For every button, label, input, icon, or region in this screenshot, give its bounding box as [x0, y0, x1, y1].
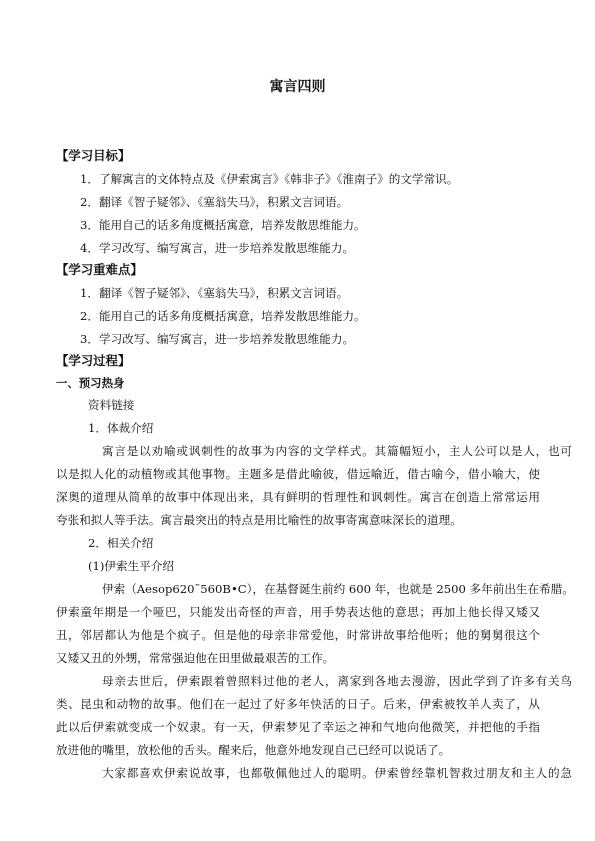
genre-paragraph-line: 深奥的道理从简单的故事中体现出来，具有鲜明的哲理性和讽刺性。寓言在创造上常常运用 [56, 490, 540, 504]
aesop-paragraph-line: 丑，邻居都认为他是个疯子。但是他的母亲非常爱他，时常讲故事给他听；他的舅舅很这个 [56, 628, 540, 642]
aesop-paragraph-line: 伊索童年期是一个哑巴，只能发出奇怪的声音，用手势表达他的意思；再加上他长得又矮又 [56, 605, 540, 619]
aesop-paragraph-line: 放进他的嘴里，放松他的舌头。醒来后，他意外地发现自己已经可以说话了。 [56, 743, 451, 757]
objective-item: 1．了解寓言的文体特点及《伊索寓言》《韩非子》《淮南子》的文学常识。 [80, 172, 459, 186]
objective-item: 2．翻译《智子疑邻》、《塞翁失马》，积累文言词语。 [80, 195, 349, 209]
aesop-paragraph-line: 伊索（Aesop620˜560B•C），在基督诞生前约 600 年，也就是 2500 多年前出生在希腊。 [102, 582, 574, 596]
genre-title: 1．体裁介绍 [88, 421, 154, 435]
keypoints-heading: 【学习重难点】 [56, 262, 143, 277]
keypoint-item: 3．学习改写、编写寓言，进一步培养发散思维能力。 [80, 332, 355, 346]
aesop-paragraph-line: 母亲去世后，伊索跟着曾照料过他的老人，离家到各地去漫游，因此学到了许多有关鸟 [102, 674, 572, 688]
related-title: 2．相关介绍 [88, 536, 154, 550]
objectives-heading: 【学习目标】 [56, 148, 131, 163]
genre-paragraph-line: 以是拟人化的动植物或其他事物。主题多是借此喻彼，借远喻近，借古喻今，借小喻大，使 [56, 467, 540, 481]
genre-paragraph-line: 夸张和拟人等手法。寓言最突出的特点是用比喻性的故事寄寓意味深长的道理。 [56, 513, 462, 527]
genre-paragraph-line: 寓言是以劝喻或讽刺性的故事为内容的文学样式。其篇幅短小，主人公可以是人，也可 [102, 444, 572, 458]
resource-label: 资料链接 [88, 398, 135, 412]
keypoint-item: 1．翻译《智子疑邻》、《塞翁失马》，积累文言词语。 [80, 286, 349, 300]
aesop-paragraph-line: 类、昆虫和动物的故事。他们在一起过了好多年快活的日子。后来，伊索被牧羊人卖了，从 [56, 697, 540, 711]
aesop-paragraph-line: 此以后伊索就变成一个奴隶。有一天，伊索梦见了幸运之神和气地向他微笑，并把他的手指 [56, 720, 540, 734]
objective-item: 3．能用自己的话多角度概括寓意，培养发散思维能力。 [80, 218, 366, 232]
keypoint-item: 2．能用自己的话多角度概括寓意，培养发散思维能力。 [80, 309, 366, 323]
page-title: 寓言四则 [269, 79, 326, 95]
process-heading: 【学习过程】 [56, 353, 131, 368]
aesop-paragraph-line: 又矮又丑的外甥，常常强迫他在田里做最艰苦的工作。 [56, 651, 335, 665]
objective-item: 4．学习改写、编写寓言，进一步培养发散思维能力。 [80, 241, 355, 255]
aesop-paragraph-line: 大家都喜欢伊索说故事，也都敬佩他过人的聪明。伊索曾经靠机智救过朋友和主人的急 [102, 766, 572, 780]
section-heading: 一、预习热身 [56, 376, 125, 390]
aesop-title: (1)伊索生平介绍 [88, 559, 174, 573]
